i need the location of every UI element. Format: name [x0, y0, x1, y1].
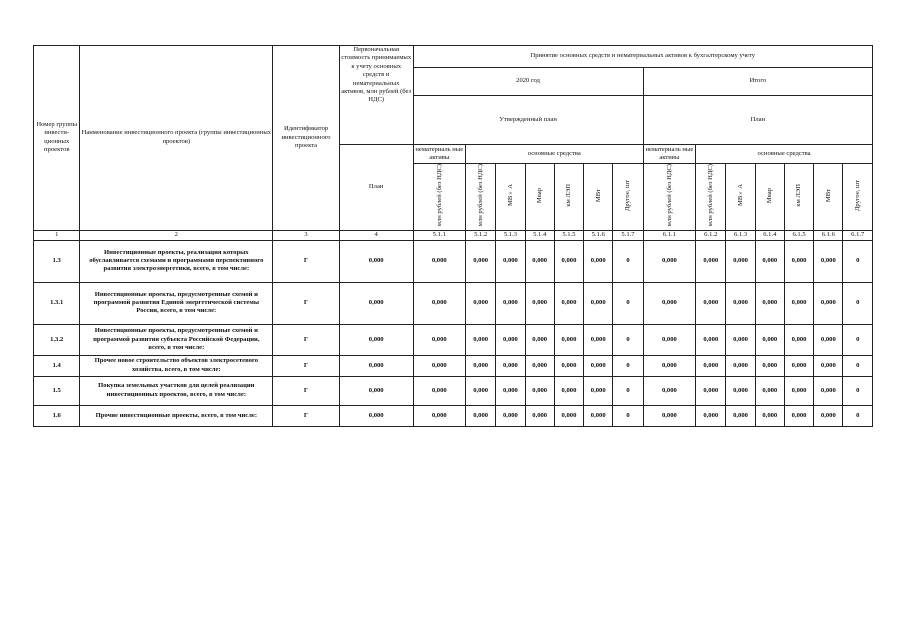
subheader-rub-intangible-total: млн рублей (без НДС)	[643, 164, 695, 231]
column-number: 6.1.5	[784, 230, 813, 240]
row-value: 0,000	[525, 405, 554, 426]
column-number: 1	[34, 230, 80, 240]
row-number: 1.5	[34, 376, 80, 405]
row-value: 0,000	[755, 376, 784, 405]
row-value: 0,000	[726, 405, 755, 426]
row-value: 0,000	[755, 405, 784, 426]
row-initial-cost: 0,000	[339, 240, 413, 282]
column-number: 5.1.2	[466, 230, 496, 240]
row-initial-cost: 0,000	[339, 324, 413, 355]
row-value: 0,000	[413, 355, 465, 376]
row-value: 0,000	[466, 240, 496, 282]
row-value: 0,000	[755, 324, 784, 355]
column-number: 6.1.4	[755, 230, 784, 240]
table-row	[34, 355, 873, 376]
row-value: 0,000	[584, 355, 613, 376]
subheader-mw-total: МВт	[814, 164, 843, 231]
row-project-name: Прочие инвестиционные проекты, всего, в том числе:	[80, 405, 273, 426]
row-value: 0	[843, 240, 873, 282]
header-initial-cost: Первоначальная стоимость принимаемых к учету основных средств и нематериальных активов, млн рублей (без НДС)	[339, 46, 413, 145]
row-value: 0,000	[413, 282, 465, 324]
column-number: 5.1.3	[496, 230, 525, 240]
column-number: 6.1.2	[696, 230, 726, 240]
row-value: 0,000	[696, 405, 726, 426]
row-value: 0,000	[584, 324, 613, 355]
row-value: 0	[613, 324, 643, 355]
row-value: 0,000	[496, 376, 525, 405]
table-row	[34, 405, 873, 426]
row-value: 0,000	[643, 376, 695, 405]
row-value: 0,000	[525, 324, 554, 355]
row-value: 0	[843, 355, 873, 376]
row-value: 0,000	[554, 405, 583, 426]
column-number: 3	[273, 230, 340, 240]
header-plan: План	[339, 145, 413, 231]
row-value: 0,000	[466, 355, 496, 376]
column-number: 2	[80, 230, 273, 240]
row-number: 1.3	[34, 240, 80, 282]
row-value: 0,000	[554, 240, 583, 282]
header-fixed-assets-2020: основные средства	[466, 145, 644, 164]
header-intangible-2020: нематериаль ные активы	[413, 145, 465, 164]
row-value: 0,000	[466, 376, 496, 405]
row-value: 0,000	[784, 355, 813, 376]
row-identifier: Г	[273, 376, 340, 405]
column-number: 5.1.6	[584, 230, 613, 240]
row-project-name: Инвестиционные проекты, реализация которых обуславливается схемами и программами перспективного развития электроэнергетики, всего, в том числе:	[80, 240, 273, 282]
header-acceptance: Принятие основных средств и нематериальных активов к бухгалтерскому учету	[413, 46, 872, 68]
row-value: 0,000	[525, 240, 554, 282]
row-value: 0,000	[643, 324, 695, 355]
subheader-mva-total: МВ×А	[726, 164, 755, 231]
row-value: 0,000	[755, 240, 784, 282]
row-value: 0,000	[814, 405, 843, 426]
row-value: 0,000	[554, 376, 583, 405]
column-number: 5.1.1	[413, 230, 465, 240]
subheader-rub-fixed-2020: млн рублей (без НДС)	[466, 164, 496, 231]
row-value: 0,000	[726, 376, 755, 405]
row-value: 0,000	[525, 355, 554, 376]
column-number: 6.1.3	[726, 230, 755, 240]
subheader-mva-2020: МВ×А	[496, 164, 525, 231]
subheader-mw-2020: МВт	[584, 164, 613, 231]
row-value: 0,000	[525, 282, 554, 324]
row-value: 0,000	[814, 376, 843, 405]
row-value: 0,000	[643, 405, 695, 426]
subheader-mvar-2020: Мвар	[525, 164, 554, 231]
row-initial-cost: 0,000	[339, 376, 413, 405]
row-value: 0,000	[584, 376, 613, 405]
row-value: 0	[613, 282, 643, 324]
row-value: 0,000	[755, 355, 784, 376]
row-value: 0	[613, 240, 643, 282]
row-value: 0,000	[496, 324, 525, 355]
column-number: 5.1.4	[525, 230, 554, 240]
header-fixed-assets-total: основные средства	[696, 145, 873, 164]
row-value: 0,000	[643, 240, 695, 282]
row-value: 0	[613, 355, 643, 376]
header-year: 2020 год	[413, 68, 643, 96]
row-value: 0,000	[413, 240, 465, 282]
row-value: 0,000	[466, 405, 496, 426]
header-group-number: Номер группы инвести-ционных проектов	[34, 46, 80, 231]
row-value: 0,000	[466, 282, 496, 324]
row-value: 0,000	[466, 324, 496, 355]
row-value: 0,000	[554, 355, 583, 376]
column-number: 5.1.7	[613, 230, 643, 240]
row-initial-cost: 0,000	[339, 405, 413, 426]
subheader-rub-intangible-2020: млн рублей (без НДС)	[413, 164, 465, 231]
column-number-row	[34, 230, 873, 240]
row-value: 0,000	[755, 282, 784, 324]
subheader-km-total: км ЛЭП	[784, 164, 813, 231]
row-value: 0,000	[413, 405, 465, 426]
row-value: 0,000	[584, 240, 613, 282]
row-value: 0,000	[554, 324, 583, 355]
table-row	[34, 240, 873, 282]
row-value: 0,000	[496, 405, 525, 426]
row-value: 0,000	[814, 355, 843, 376]
subheader-km-2020: км ЛЭП	[554, 164, 583, 231]
subheader-mvar-total: Мвар	[755, 164, 784, 231]
header-project-name: Наименование инвестиционного проекта (группы инвестиционных проектов)	[80, 46, 273, 231]
column-number: 6.1.7	[843, 230, 873, 240]
row-identifier: Г	[273, 282, 340, 324]
column-number: 4	[339, 230, 413, 240]
row-project-name: Инвестиционные проекты, предусмотренные схемой и программой развития субъекта Российской Федерации, всего, в том числе:	[80, 324, 273, 355]
row-value: 0,000	[696, 355, 726, 376]
header-plan-total: План	[643, 96, 872, 145]
row-initial-cost: 0,000	[339, 282, 413, 324]
row-value: 0,000	[784, 405, 813, 426]
row-value: 0	[843, 405, 873, 426]
subheader-other-total: Другое, шт	[843, 164, 873, 231]
row-value: 0,000	[496, 355, 525, 376]
header-row-1	[34, 46, 873, 68]
row-value: 0,000	[726, 240, 755, 282]
row-value: 0,000	[726, 324, 755, 355]
row-value: 0,000	[814, 240, 843, 282]
column-number: 6.1.1	[643, 230, 695, 240]
row-number: 1.6	[34, 405, 80, 426]
header-total: Итого	[643, 68, 872, 96]
row-value: 0,000	[696, 376, 726, 405]
row-value: 0,000	[726, 355, 755, 376]
row-value: 0	[843, 376, 873, 405]
row-value: 0,000	[643, 355, 695, 376]
row-value: 0,000	[554, 282, 583, 324]
row-number: 1.3.1	[34, 282, 80, 324]
row-project-name: Прочее новое строительство объектов электросетевого хозяйства, всего, в том числе:	[80, 355, 273, 376]
investment-table	[33, 45, 873, 427]
row-value: 0,000	[584, 282, 613, 324]
row-value: 0	[613, 405, 643, 426]
row-value: 0,000	[525, 376, 554, 405]
subheader-other-2020: Другое, шт	[613, 164, 643, 231]
column-number: 5.1.5	[554, 230, 583, 240]
row-value: 0,000	[413, 324, 465, 355]
header-identifier: Идентификатор инвестиционного проекта	[273, 46, 340, 231]
row-value: 0,000	[784, 240, 813, 282]
row-value: 0,000	[814, 282, 843, 324]
row-number: 1.3.2	[34, 324, 80, 355]
row-value: 0,000	[784, 282, 813, 324]
row-value: 0,000	[413, 376, 465, 405]
table-row	[34, 324, 873, 355]
row-value: 0	[613, 376, 643, 405]
row-value: 0,000	[584, 405, 613, 426]
row-number: 1.4	[34, 355, 80, 376]
row-value: 0,000	[696, 282, 726, 324]
row-project-name: Инвестиционные проекты, предусмотренные схемой и программой развития Единой энергетической системы России, всего, в том числе:	[80, 282, 273, 324]
row-identifier: Г	[273, 324, 340, 355]
row-value: 0,000	[696, 324, 726, 355]
row-value: 0,000	[726, 282, 755, 324]
row-value: 0,000	[784, 324, 813, 355]
column-number: 6.1.6	[814, 230, 843, 240]
subheader-rub-fixed-total: млн рублей (без НДС)	[696, 164, 726, 231]
header-intangible-total: нематериаль ные активы	[643, 145, 695, 164]
row-identifier: Г	[273, 405, 340, 426]
row-value: 0	[843, 324, 873, 355]
row-value: 0,000	[784, 376, 813, 405]
row-identifier: Г	[273, 240, 340, 282]
row-project-name: Покупка земельных участков для целей реализации инвестиционных проектов, всего, в том числе:	[80, 376, 273, 405]
header-approved-plan: Утвержденный план	[413, 96, 643, 145]
row-value: 0,000	[696, 240, 726, 282]
table-row	[34, 282, 873, 324]
row-value: 0,000	[496, 282, 525, 324]
row-value: 0,000	[496, 240, 525, 282]
row-identifier: Г	[273, 355, 340, 376]
row-initial-cost: 0,000	[339, 355, 413, 376]
row-value: 0,000	[643, 282, 695, 324]
row-value: 0	[843, 282, 873, 324]
row-value: 0,000	[814, 324, 843, 355]
table-row	[34, 376, 873, 405]
